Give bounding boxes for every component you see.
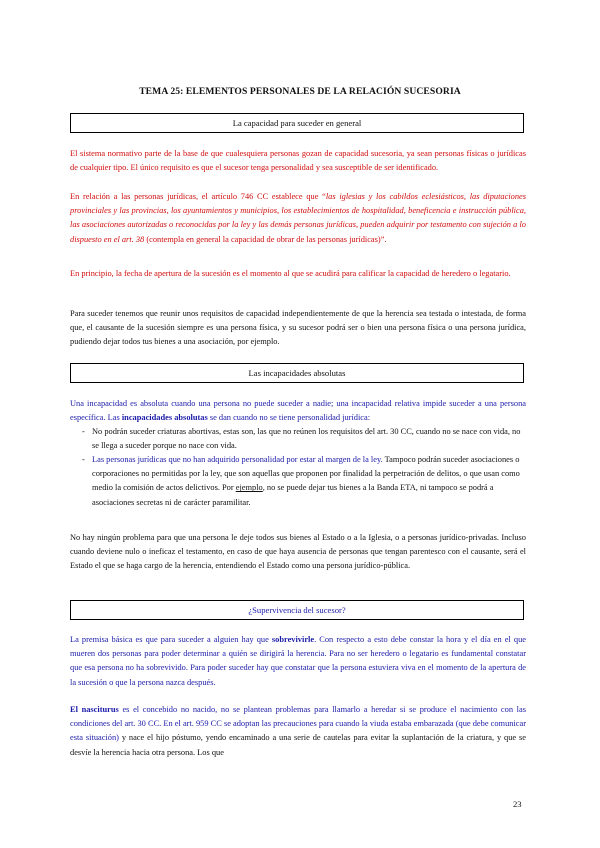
paragraph-text: . Con respecto a esto debe constar la hora y el día en el que mueren dos personas para poder determinar a quién se dirigirá la herencia. Para no ser heredero o legatario es fundamental constatar que esa persona no ha sobrevivido. Para poder suceder hay que constatar que la persona estuviera viva en el momento de la apertura de la sucesión o que la persona nazca después. [70,635,526,687]
paragraph-fecha-apertura: En principio, la fecha de apertura de la sucesión es el momento al que se acudirá para calificar la capacidad de heredero o legatario. [70,269,511,278]
list-item-highlight: Las personas jurídicas que no han adquirido personalidad por estar al margen de la ley. [92,455,383,464]
paragraph-text: (contempla en general la capacidad de obrar de las personas jurídicas)”. [144,234,387,244]
paragraph-nasciturus [70,703,526,760]
paragraph-requisitos: Para suceder tenemos que reunir unos requisitos de capacidad independientemente de que la herencia sea testada o intestada, de forma que, el causante de la sucesión siempre es una persona física, y su sucesor podrá ser o bien una persona física o una persona jurídica, pudiendo dejar todos tus bienes a una asociación, por ejemplo. [70,309,526,347]
list-item-criaturas-abortivas [82,425,526,453]
list-item-personas-juridicas [82,453,526,510]
list-item-text: No podrán suceder criaturas abortivas, estas son, las que no reúnen los requisitos del art. 30 CC, cuando no se nace con vida, no se llega a suceder porque no nace con vida. [92,427,521,451]
paragraph-text: es el concebido no nacido, no se plantean problemas para llamarlo a heredar si se produce el nacimiento con las condiciones del art. 30 CC. En el art. 959 CC se adoptan las precauciones para cuando la viuda estaba embarazada [70,705,526,729]
underlined-ejemplo: ejemplo [235,483,263,493]
paragraph-premisa-basica [70,633,526,690]
paragraph-personas-juridicas [70,190,526,247]
paragraph-sistema-normativo: El sistema normativo parte de la base de que cualesquiera personas gozan de capacidad sucesoria, ya sean personas físicas o jurídicas de cualquier tipo. El único requisito es que el sucesor tenga personalidad y sea susceptible de ser identificado. [70,149,526,173]
bullet-dash: - [82,427,85,436]
term-incapacidades-absolutas: incapacidades absolutas [121,413,208,423]
bullet-dash: - [82,455,85,464]
page-title: TEMA 25: ELEMENTOS PERSONALES DE LA RELACIÓN SUCESORIA [139,86,461,97]
paragraph-text: En relación a las personas jurídicas, el artículo 746 CC establece que “ [70,192,326,201]
term-sobrevivirle: sobrevivirle [271,635,315,644]
paragraph-incapacidad-definicion [70,397,526,425]
paragraph-text: Una incapacidad es absoluta cuando una persona no puede suceder a nadie; una incapacidad relativa impide suceder a una persona específica. Las [70,399,526,423]
paragraph-estado-iglesia: No hay ningún problema para que una persona le deje todos sus bienes al Estado o a la Iglesia, o a personas jurídico-privadas. Incluso cuando deviene nulo o ineficaz el testamento, en caso de que haya ausencia de personas que tengan parentesco con el causante, será el Estado el que se haga cargo de la herencia, entendiendo el Estado como una persona jurídico-pública. [70,533,526,571]
section-heading-capacidad: La capacidad para suceder en general [70,113,524,133]
list-item-text: , no se puede dejar tus bienes a la Banda ETA, ni tampoco se podrá a asociaciones secretas ni de carácter paramilitar. [92,483,494,507]
section-heading-supervivencia: ¿Supervivencia del sucesor? [70,600,524,620]
page-number: 23 [513,799,522,809]
section-heading-incapacidades: Las incapacidades absolutas [70,363,524,383]
quote-article-746: las iglesias y los cabildos eclesiásticos, las diputaciones provinciales y las provincias, los ayuntamientos y municipios, los establecimientos de hospitalidad, beneficencia e instrucción pública, las asociaciones autorizadas o reconocidas por la ley y las demás personas jurídicas, pueden adquirir por testamento con sujeción a lo dispuesto en el art. 38 [70,192,527,244]
list-item-text: Tampoco podrán suceder asociaciones o corporaciones no permitidas por la ley, que son aquellas que proponen por finalidad la perpetración de delitos, o que usan como medio la comisión de actos delictivos. Por [92,455,520,493]
paragraph-highlight: (que debe comunicar esta situación) [70,719,526,743]
paragraph-text: La premisa básica es que para suceder a alguien hay que [70,635,272,644]
term-nasciturus: El nasciturus [70,705,119,714]
paragraph-text: y nace el hijo póstumo, yendo encaminado a una serie de cautelas para evitar la suplantación de la criatura, y que se desvíe la herencia hacia otra persona. Los que [70,733,527,757]
paragraph-text: se dan cuando no se tiene personalidad jurídica: [207,413,371,423]
